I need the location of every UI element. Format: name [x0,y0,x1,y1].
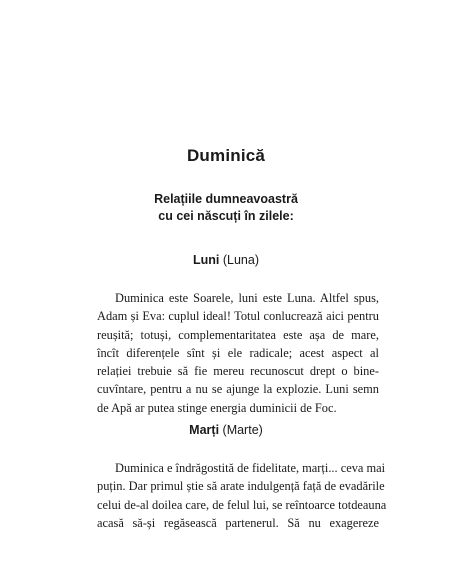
section-heading-marti [0,423,452,437]
text-line: Duminica este Soarele, luni este Luna. Altfel spus, [115,291,379,305]
text-line: Adam și Eva: cuplul ideal! Totul conlucrează aici pentru [97,309,379,324]
text-line: celui de-al doilea care, de felul lui, se reîntoarce totdeauna [97,497,387,512]
text-line: cuvîntare, pentru a nu se ajunge la explozie. Luni semn [97,382,379,397]
text-line: puțin. Dar primul știe să arate indulgență față de evadările [97,479,385,494]
paragraph-luni [97,289,379,417]
text-line: reușită; totuși, complementaritatea este așa de mare, [97,327,379,342]
text-line: acasă să-și regăsească partenerul. Să nu exagereze [97,515,379,530]
subtitle-line-2: cu cei născuți în zilele: [158,209,294,223]
text-line: de Apă ar putea stinge energia duminicii de Foc. [97,400,337,415]
chapter-title: Duminică [186,146,266,165]
section-planet: (Marte) [222,423,263,437]
section-day: Marți [189,423,220,437]
section-day: Luni [192,253,220,267]
paragraph-marti [97,459,387,532]
text-line: Duminica e îndrăgostită de fidelitate, marți... ceva mai [115,461,386,475]
section-planet: (Luna) [222,253,259,267]
subtitle-line-1: Relațiile dumneavoastră [154,192,298,206]
text-line: relației trebuie să fie mereu recunoscut drept o bine- [97,364,379,379]
text-line: încît diferențele sînt și ele radicale; acest aspect al [97,345,379,360]
chapter-subtitle [0,191,452,225]
section-heading-luni [0,253,452,267]
